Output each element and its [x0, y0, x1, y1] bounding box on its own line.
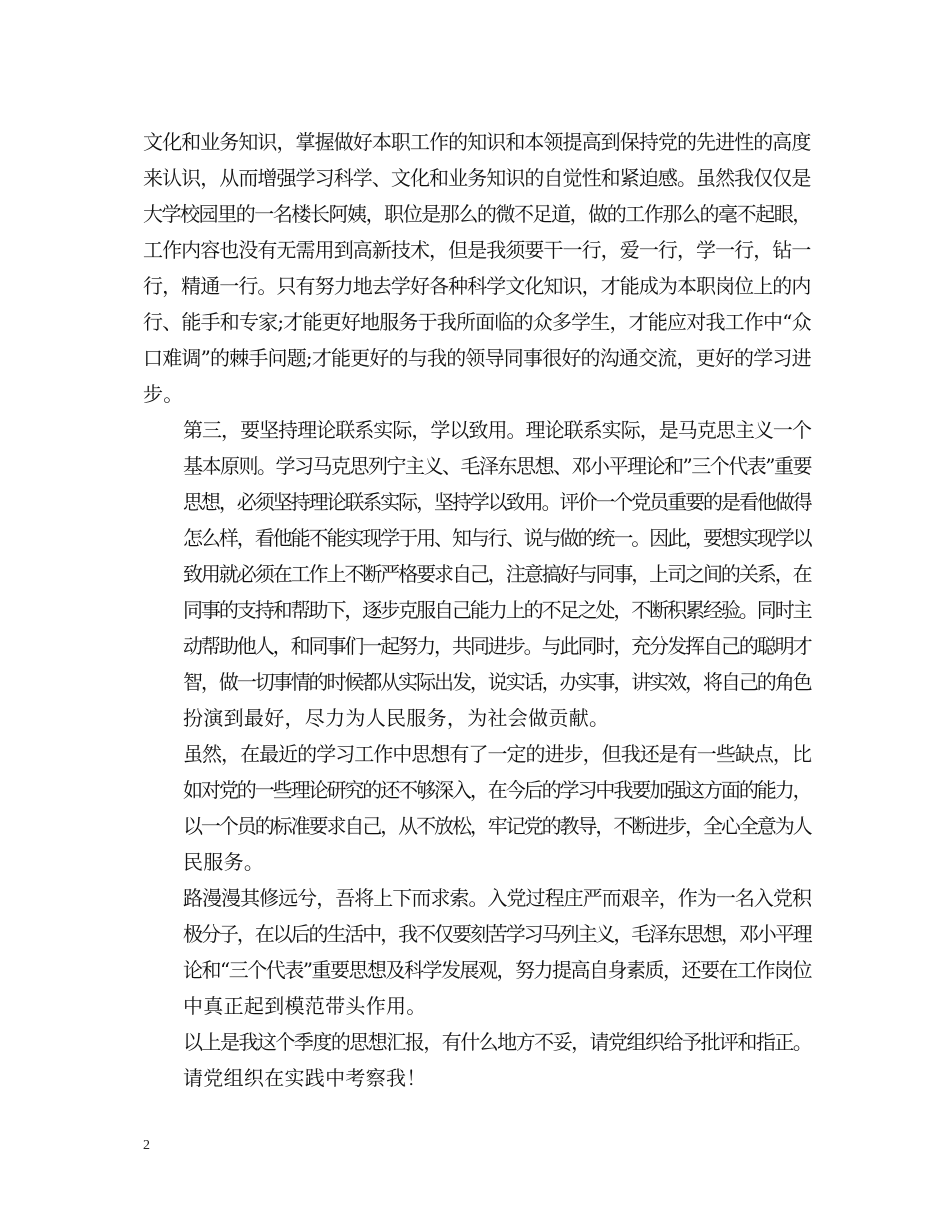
text-line: 民服务。	[183, 850, 265, 874]
paragraph	[143, 124, 811, 412]
text-line: 来认识，从而增强学习科学、文化和业务知识的自觉性和紧迫感。虽然我仅仅是	[143, 166, 811, 190]
text-line: 行，精通一行。只有努力地去学好各种科学文化知识，才能成为本职岗位上的内	[143, 274, 811, 298]
text-line: 同事的支持和帮助下，逐步克服自己能力上的不足之处，不断积累经验。同时主	[183, 598, 811, 622]
paragraph	[143, 412, 811, 736]
text-line: 怎么样，看他能不能实现学于用、知与行、说与做的统一。因此，要想实现学以	[183, 526, 811, 550]
body-text	[143, 124, 811, 1096]
text-line: 文化和业务知识，掌握做好本职工作的知识和本领提高到保持党的先进性的高度	[143, 130, 811, 154]
text-line: 智，做一切事情的时候都从实际出发，说实话，办实事，讲实效，将自己的角色	[183, 670, 811, 694]
text-line: 论和“三个代表”重要思想及科学发展观，努力提高自身素质，还要在工作岗位	[183, 958, 811, 982]
text-line: 如对党的一些理论研究的还不够深入，在今后的学习中我要加强这方面的能力，	[183, 778, 811, 802]
text-line: 基本原则。学习马克思列宁主义、毛泽东思想、邓小平理论和”三个代表”重要	[183, 454, 811, 478]
text-line: 步。	[143, 382, 184, 406]
text-line: 工作内容也没有无需用到高新技术，但是我须要干一行，爱一行，学一行，钻一	[143, 238, 811, 262]
paragraph	[143, 880, 811, 1024]
text-line: 路漫漫其修远兮，吾将上下而求索。入党过程庄严而艰辛，作为一名入党积	[183, 886, 811, 910]
paragraph	[143, 1024, 811, 1096]
text-line: 第三，要坚持理论联系实际，学以致用。理论联系实际，是马克思主义一个	[183, 418, 811, 442]
text-line: 行、能手和专家;才能更好地服务于我所面临的众多学生，才能应对我工作中“众	[143, 310, 811, 334]
text-line: 思想，必须坚持理论联系实际，坚持学以致用。评价一个党员重要的是看他做得	[183, 490, 811, 514]
text-line: 中真正起到模范带头作用。	[183, 994, 427, 1018]
text-line: 极分子，在以后的生活中，我不仅要刻苦学习马列主义，毛泽东思想，邓小平理	[183, 922, 811, 946]
text-line: 请党组织在实践中考察我！	[183, 1066, 427, 1090]
page-number: 2	[143, 1138, 150, 1153]
text-line: 致用就必须在工作上不断严格要求自己，注意搞好与同事，上司之间的关系，在	[183, 562, 811, 586]
paragraph	[143, 736, 811, 880]
text-line: 以上是我这个季度的思想汇报，有什么地方不妥，请党组织给予批评和指正。	[183, 1030, 812, 1054]
text-line: 扮演到最好，尽力为人民服务，为社会做贡献。	[183, 706, 610, 730]
text-line: 大学校园里的一名楼长阿姨，职位是那么的微不足道，做的工作那么的毫不起眼，	[143, 202, 811, 226]
text-line: 虽然，在最近的学习工作中思想有了一定的进步，但我还是有一些缺点，比	[183, 742, 811, 766]
text-line: 以一个员的标准要求自己，从不放松，牢记党的教导，不断进步，全心全意为人	[183, 814, 811, 838]
text-line: 口难调”的棘手问题;才能更好的与我的领导同事很好的沟通交流，更好的学习进	[143, 346, 811, 370]
text-line: 动帮助他人，和同事们一起努力，共同进步。与此同时，充分发挥自己的聪明才	[183, 634, 811, 658]
